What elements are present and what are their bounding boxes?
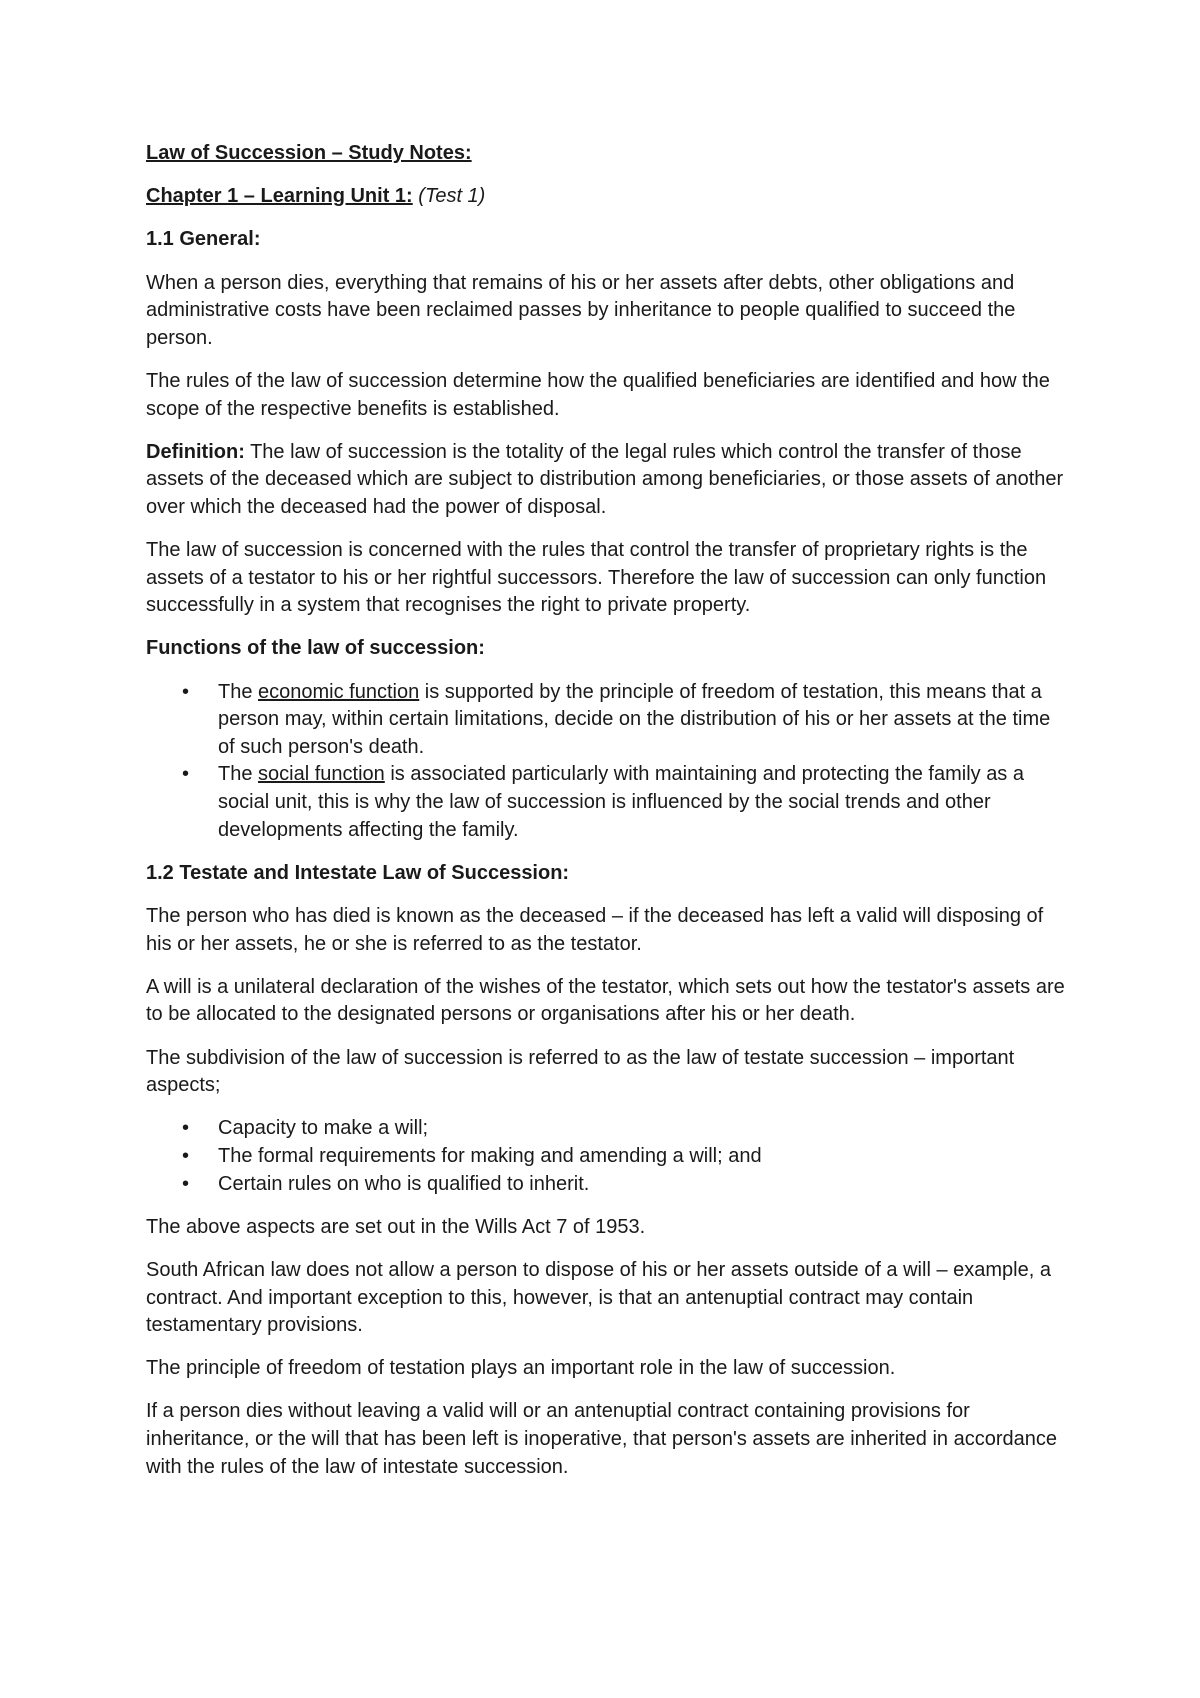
aspects-list [146,1115,1066,1198]
chapter-heading [146,183,1066,211]
list-item: • Certain rules on who is qualified to inherit. [146,1171,1066,1199]
paragraph: South African law does not allow a person to dispose of his or her assets outside of a will – example, a contract. And important exception to this, however, is that an antenuptial contract may contain testamentary provisions. [146,1258,1051,1337]
bullet-icon: • [182,1117,190,1140]
functions-heading: Functions of the law of succession: [146,637,485,660]
paragraph: The above aspects are set out in the Wills Act 7 of 1953. [146,1215,646,1238]
list-item: • Capacity to make a will; [146,1115,1066,1143]
paragraph: A will is a unilateral declaration of the wishes of the testator, which sets out how the testator's assets are to be allocated to the designated persons or organisations after his or her death. [146,975,1065,1026]
bullet-icon: • [182,763,190,786]
paragraph: The principle of freedom of testation plays an important role in the law of succession. [146,1357,896,1380]
section-1-1-heading: 1.1 General: [146,228,261,251]
social-function-term: social function [258,763,385,786]
chapter-note: (Test 1) [418,185,486,208]
list-item: • The social function is associated particularly with maintaining and protecting the family as a social unit, this is why the law of succession is influenced by the social trends and other developments affecting the family. [182,763,1024,841]
list-item: • The formal requirements for making and amending a will; and [146,1143,1066,1171]
functions-list [146,679,1066,845]
paragraph: The rules of the law of succession determine how the qualified beneficiaries are identified and how the scope of the respective benefits is established. [146,369,1050,420]
paragraph: When a person dies, everything that remains of his or her assets after debts, other obligations and administrative costs have been reclaimed passes by inheritance to people qualified to succeed the person. [146,271,1016,349]
section-1-2-heading: 1.2 Testate and Intestate Law of Succession: [146,861,570,884]
paragraph: If a person dies without leaving a valid will or an antenuptial contract containing provisions for inheritance, or the will that has been left is inoperative, that person's assets are inherited in accordance with the rules of the law of intestate succession. [146,1400,1058,1478]
bullet-icon: • [182,680,190,703]
paragraph: The person who has died is known as the deceased – if the deceased has left a valid will disposing of his or her assets, he or she is referred to as the testator. [146,905,1044,955]
list-item: • The economic function is supported by the principle of freedom of testation, this means that a person may, within certain limitations, decide on the distribution of his or her assets at the time of such person's death. [182,680,1051,758]
definition-paragraph [146,439,1066,522]
chapter-label: Chapter 1 – Learning Unit 1: [146,185,413,208]
paragraph: The law of succession is concerned with the rules that control the transfer of proprietary rights is the assets of a testator to his or her rightful successors. Therefore the law of succession can only function successfully in a system that recognises the right to private property. [146,539,1047,617]
bullet-icon: • [182,1172,190,1195]
bullet-icon: • [182,1144,190,1167]
definition-text: The law of succession is the totality of the legal rules which control the transfer of those assets of the deceased which are subject to distribution among beneficiaries, or those assets of another over which the deceased had the power of disposal. [146,440,1064,518]
document-page [146,140,1066,1497]
definition-label: Definition: [146,440,245,463]
document-title: Law of Succession – Study Notes: [146,142,472,164]
paragraph: The subdivision of the law of succession is referred to as the law of testate succession – important aspects; [146,1046,1015,1097]
economic-function-term: economic function [258,680,420,703]
